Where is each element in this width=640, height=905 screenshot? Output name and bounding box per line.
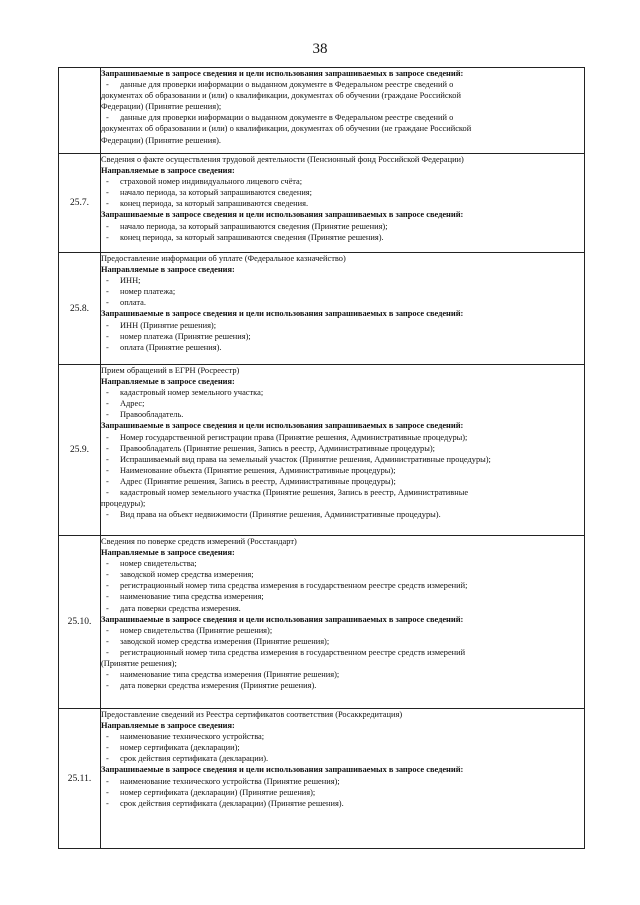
list-item-text: Адрес; — [120, 399, 145, 409]
list-item — [101, 742, 584, 753]
list-item-text: наименование технического устройства (Принятие решения); — [120, 776, 340, 786]
text-line: документах об образовании и (или) о квалификации, документах об обучении (граждане Российской — [101, 91, 461, 101]
section-heading: Запрашиваемые в запросе сведения и цели использования запрашиваемых в запросе сведений: — [101, 765, 464, 775]
row-content — [101, 365, 585, 536]
dash-bullet: - — [106, 399, 109, 409]
dash-bullet: - — [106, 465, 109, 475]
list-item-text: номер свидетельства (Принятие решения); — [120, 625, 273, 635]
list-item — [101, 569, 584, 580]
dash-bullet: - — [106, 476, 109, 486]
row-content — [101, 536, 585, 709]
list-item-text: Правообладатель (Принятие решения, Запись в реестр, Административные процедуры); — [120, 443, 435, 453]
section-heading: Запрашиваемые в запросе сведения и цели использования запрашиваемых в запросе сведений: — [101, 309, 464, 319]
text-line: Федерации) (Принятие решения); — [101, 102, 222, 112]
list-item — [101, 275, 584, 286]
list-item-text: номер сертификата (декларации); — [120, 743, 240, 753]
dash-bullet: - — [106, 743, 109, 753]
list-item — [101, 112, 584, 123]
list-item-text: Адрес (Принятие решения, Запись в реестр, Административные процедуры); — [120, 476, 396, 486]
list-item — [101, 387, 584, 398]
list-item — [101, 787, 584, 798]
section-heading: Направляемые в запросе сведения: — [101, 166, 235, 176]
text-line: Предоставление информации об уплате (Федеральное казначейство) — [101, 254, 346, 263]
section-heading: Направляемые в запросе сведения: — [101, 721, 235, 731]
list-item — [101, 509, 584, 520]
list-item — [101, 79, 584, 90]
list-item-text: срок действия сертификата (декларации). — [120, 754, 269, 764]
list-item — [101, 487, 584, 498]
list-item — [101, 331, 584, 342]
row-content — [101, 154, 585, 253]
list-item — [101, 680, 584, 691]
dash-bullet: - — [106, 320, 109, 330]
list-item-text: данные для проверки информации о выданном документе в Федеральном реестре сведений о — [120, 113, 454, 123]
text-line: Предоставление сведений из Реестра сертификатов соответствия (Росаккредитация) — [101, 710, 403, 719]
list-item — [101, 443, 584, 454]
dash-bullet: - — [106, 276, 109, 286]
list-item-text: номер платежа (Принятие решения); — [120, 331, 251, 341]
list-item — [101, 409, 584, 420]
dash-bullet: - — [106, 603, 109, 613]
list-item — [101, 398, 584, 409]
row-number: 25.8. — [59, 253, 101, 365]
text-line: Прием обращений в ЕГРН (Росреестр) — [101, 366, 240, 375]
dash-bullet: - — [106, 559, 109, 569]
list-item — [101, 465, 584, 476]
list-item — [101, 647, 584, 658]
list-item-text: оплата (Принятие решения). — [120, 342, 222, 352]
document-table — [58, 67, 585, 849]
row-content — [101, 709, 585, 849]
list-item — [101, 603, 584, 614]
list-item — [101, 432, 584, 443]
text-line: документах об образовании и (или) о квалификации, документах об обучении (не граждане Российской — [101, 124, 472, 134]
text-line: (Принятие решения); — [101, 659, 177, 669]
dash-bullet: - — [106, 510, 109, 520]
table-row — [59, 709, 585, 849]
list-item — [101, 798, 584, 809]
list-item-text: страховой номер индивидуального лицевого счёта; — [120, 177, 303, 187]
list-item-text: регистрационный номер типа средства измерения в государственном реестре средств измерений; — [120, 581, 468, 591]
list-item — [101, 297, 584, 308]
dash-bullet: - — [106, 754, 109, 764]
dash-bullet: - — [106, 592, 109, 602]
dash-bullet: - — [106, 670, 109, 680]
text-line: Федерации) (Принятие решения). — [101, 135, 221, 145]
dash-bullet: - — [106, 488, 109, 498]
dash-bullet: - — [106, 681, 109, 691]
table-row — [59, 154, 585, 253]
row-number: 25.7. — [59, 154, 101, 253]
list-item — [101, 591, 584, 602]
row-number — [59, 68, 101, 154]
list-item-text: ИНН (Принятие решения); — [120, 320, 217, 330]
list-item — [101, 286, 584, 297]
dash-bullet: - — [106, 443, 109, 453]
dash-bullet: - — [106, 776, 109, 786]
list-item — [101, 636, 584, 647]
row-number: 25.11. — [59, 709, 101, 849]
list-item-text: кадастровый номер земельного участка; — [120, 388, 264, 398]
list-item-text: дата поверки средства измерения (Принятие решения). — [120, 681, 317, 691]
text-line: Сведения о факте осуществления трудовой деятельности (Пенсионный фонд Российской Федерации) — [101, 155, 464, 164]
list-item — [101, 558, 584, 569]
list-item-text: заводской номер средства измерения; — [120, 570, 254, 580]
list-item-text: начало периода, за который запрашиваются сведения (Принятие решения); — [120, 221, 388, 231]
list-item-text: Испрашиваемый вид права на земельный участок (Принятие решения, Административные процедуры); — [120, 454, 491, 464]
dash-bullet: - — [106, 410, 109, 420]
dash-bullet: - — [106, 432, 109, 442]
list-item — [101, 753, 584, 764]
list-item — [101, 580, 584, 591]
dash-bullet: - — [106, 177, 109, 187]
list-item-text: оплата. — [120, 298, 146, 308]
page-number: 38 — [312, 41, 328, 57]
table-row — [59, 536, 585, 709]
list-item-text: дата поверки средства измерения. — [120, 603, 241, 613]
dash-bullet: - — [106, 454, 109, 464]
section-heading: Запрашиваемые в запросе сведения и цели использования запрашиваемых в запросе сведений: — [101, 421, 464, 431]
list-item — [101, 731, 584, 742]
dash-bullet: - — [106, 636, 109, 646]
list-item-text: номер платежа; — [120, 287, 176, 297]
list-item-text: Номер государственной регистрации права (Принятие решения, Административные процедуры); — [120, 432, 468, 442]
list-item-text: кадастровый номер земельного участка (Принятие решения, Запись в реестр, Административные — [120, 488, 469, 498]
list-item-text: наименование технического устройства; — [120, 732, 265, 742]
list-item-text: Наименование объекта (Принятие решения, Административные процедуры); — [120, 465, 396, 475]
list-item-text: конец периода, за который запрашиваются сведения. — [120, 199, 309, 209]
list-item-text: срок действия сертификата (декларации) (Принятие решения). — [120, 798, 344, 808]
dash-bullet: - — [106, 388, 109, 398]
table-row — [59, 365, 585, 536]
list-item-text: наименование типа средства измерения; — [120, 592, 264, 602]
dash-bullet: - — [106, 80, 109, 90]
dash-bullet: - — [106, 298, 109, 308]
section-heading: Направляемые в запросе сведения: — [101, 377, 235, 387]
section-heading: Направляемые в запросе сведения: — [101, 265, 235, 275]
list-item — [101, 187, 584, 198]
text-line: Сведения по поверке средств измерений (Росстандарт) — [101, 537, 297, 546]
text-line: процедуры); — [101, 499, 146, 509]
dash-bullet: - — [106, 113, 109, 123]
dash-bullet: - — [106, 732, 109, 742]
list-item — [101, 669, 584, 680]
list-item — [101, 176, 584, 187]
dash-bullet: - — [106, 570, 109, 580]
list-item — [101, 221, 584, 232]
row-number: 25.10. — [59, 536, 101, 709]
list-item-text: начало периода, за который запрашиваются сведения; — [120, 188, 312, 198]
dash-bullet: - — [106, 625, 109, 635]
dash-bullet: - — [106, 287, 109, 297]
list-item-text: регистрационный номер типа средства измерения в государственном реестре средств измерений — [120, 647, 466, 657]
table-row — [59, 253, 585, 365]
list-item-text: Вид права на объект недвижимости (Принятие решения, Административные процедуры). — [120, 510, 441, 520]
list-item-text: конец периода, за который запрашиваются сведения (Принятие решения). — [120, 232, 384, 242]
list-item — [101, 232, 584, 243]
list-item — [101, 776, 584, 787]
dash-bullet: - — [106, 798, 109, 808]
dash-bullet: - — [106, 342, 109, 352]
list-item-text: данные для проверки информации о выданном документе в Федеральном реестре сведений о — [120, 80, 454, 90]
list-item-text: номер свидетельства; — [120, 559, 197, 569]
list-item-text: наименование типа средства измерения (Принятие решения); — [120, 670, 340, 680]
dash-bullet: - — [106, 331, 109, 341]
table-row — [59, 68, 585, 154]
list-item-text: ИНН; — [120, 276, 141, 286]
list-item — [101, 625, 584, 636]
row-content — [101, 68, 585, 154]
list-item — [101, 476, 584, 487]
list-item-text: заводской номер средства измерения (Принятие решения); — [120, 636, 330, 646]
section-heading: Запрашиваемые в запросе сведения и цели использования запрашиваемых в запросе сведений: — [101, 614, 464, 624]
dash-bullet: - — [106, 647, 109, 657]
dash-bullet: - — [106, 787, 109, 797]
list-item-text: Правообладатель. — [120, 410, 184, 420]
section-heading: Запрашиваемые в запросе сведения и цели использования запрашиваемых в запросе сведений: — [101, 69, 464, 78]
dash-bullet: - — [106, 221, 109, 231]
dash-bullet: - — [106, 232, 109, 242]
list-item — [101, 342, 584, 353]
list-item-text: номер сертификата (декларации) (Принятие решения); — [120, 787, 316, 797]
list-item — [101, 320, 584, 331]
list-item — [101, 198, 584, 209]
row-number: 25.9. — [59, 365, 101, 536]
section-heading: Запрашиваемые в запросе сведения и цели использования запрашиваемых в запросе сведений: — [101, 210, 464, 220]
section-heading: Направляемые в запросе сведения: — [101, 548, 235, 558]
list-item — [101, 454, 584, 465]
dash-bullet: - — [106, 188, 109, 198]
dash-bullet: - — [106, 199, 109, 209]
row-content — [101, 253, 585, 365]
dash-bullet: - — [106, 581, 109, 591]
